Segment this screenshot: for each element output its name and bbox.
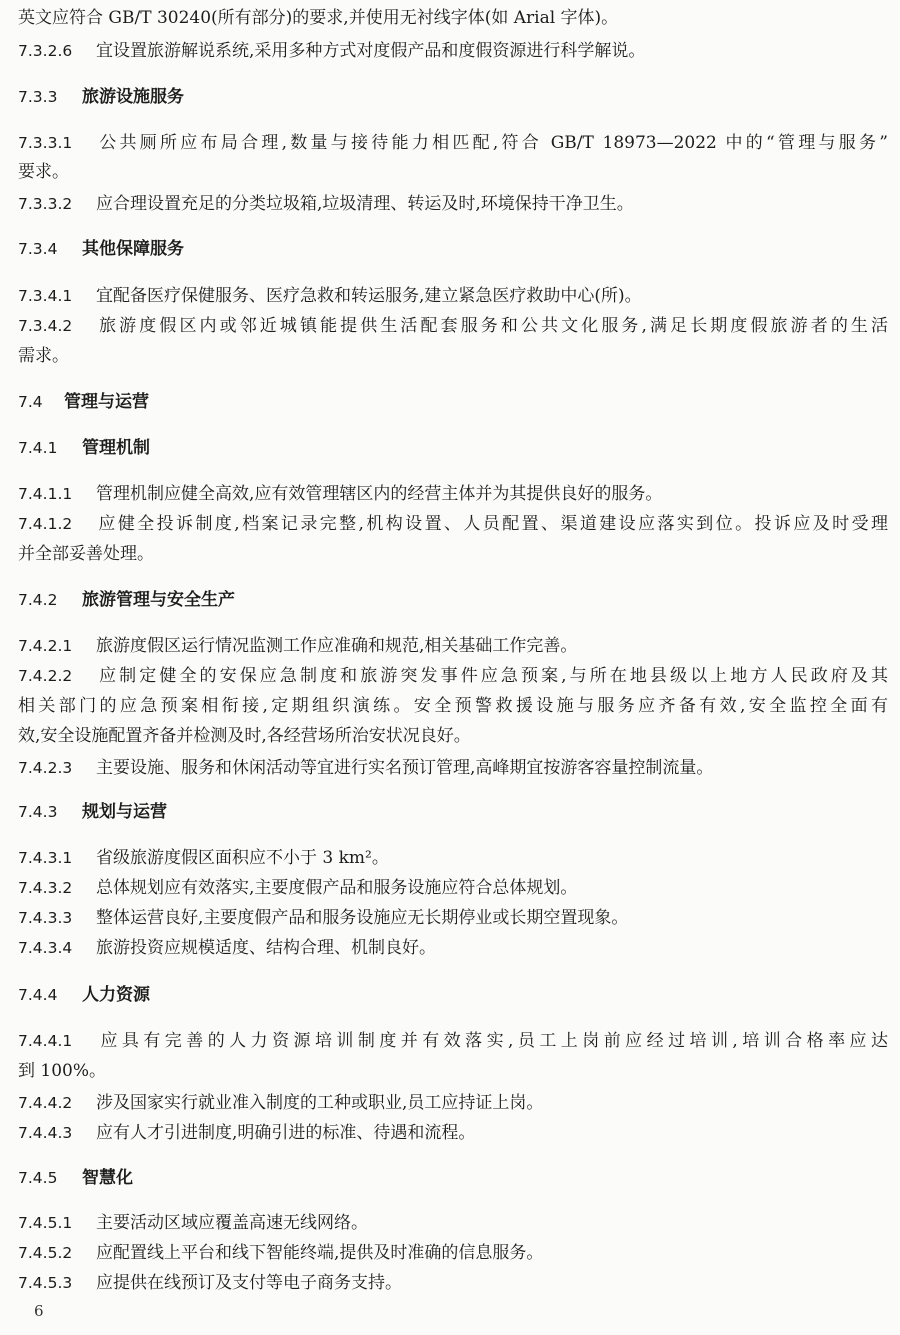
clause-7-4-2-2 [18, 665, 888, 687]
section-title: 其他保障服务 [82, 239, 184, 259]
continuation-line [18, 543, 888, 565]
clause-7-3-4-1 [18, 285, 888, 307]
clause-7-4-3-3 [18, 907, 888, 929]
clause-text: 宜设置旅游解说系统,采用多种方式对度假产品和度假资源进行科学解说。 [96, 41, 646, 61]
section-number: 7.4.1 [18, 439, 58, 457]
clause-text: 应制定健全的安保应急制度和旅游突发事件应急预案,与所在地县级以上地方人民政府及其 [96, 666, 888, 686]
heading-7-4-4 [18, 984, 888, 1006]
clause-text: 应健全投诉制度,档案记录完整,机构设置、人员配置、渠道建设应落实到位。投诉应及时受理 [96, 514, 888, 534]
clause-text: 主要活动区域应覆盖高速无线网络。 [96, 1213, 368, 1233]
clause-number: 7.4.4.1 [18, 1032, 73, 1050]
clause-number: 7.3.4.1 [18, 287, 73, 305]
section-number: 7.4.5 [18, 1169, 58, 1187]
clause-number: 7.4.2.3 [18, 759, 73, 777]
continuation-line [18, 345, 888, 367]
clause-text: 主要设施、服务和休闲活动等宜进行实名预订管理,高峰期宜按游客容量控制流量。 [96, 758, 714, 778]
clause-text: 宜配备医疗保健服务、医疗急救和转运服务,建立紧急医疗救助中心(所)。 [96, 286, 642, 306]
clause-number: 7.4.5.1 [18, 1214, 73, 1232]
clause-text: 旅游度假区运行情况监测工作应准确和规范,相关基础工作完善。 [96, 636, 578, 656]
section-title: 规划与运营 [82, 802, 167, 822]
clause-text: 应具有完善的人力资源培训制度并有效落实,员工上岗前应经过培训,培训合格率应达 [96, 1031, 888, 1051]
clause-7-4-1-1 [18, 483, 888, 505]
clause-number: 7.4.4.2 [18, 1094, 73, 1112]
continuation-line [18, 725, 888, 747]
clause-7-3-2-6 [18, 40, 888, 62]
line-text: 相关部门的应急预案相衔接,定期组织演练。安全预警救援设施与服务应齐备有效,安全监控全面有 [18, 696, 888, 716]
clause-text: 应配置线上平台和线下智能终端,提供及时准确的信息服务。 [96, 1243, 544, 1263]
continuation-line [18, 695, 888, 717]
clause-7-4-3-1 [18, 847, 888, 869]
clause-7-4-4-2 [18, 1092, 888, 1114]
clause-text: 管理机制应健全高效,应有效管理辖区内的经营主体并为其提供良好的服务。 [96, 484, 663, 504]
section-title: 旅游设施服务 [82, 87, 184, 107]
clause-number: 7.4.3.2 [18, 879, 73, 897]
clause-number: 7.4.5.2 [18, 1244, 73, 1262]
line-text: 要求。 [18, 162, 69, 182]
line-text: 并全部妥善处理。 [18, 544, 154, 564]
clause-text: 应合理设置充足的分类垃圾箱,垃圾清理、转运及时,环境保持干净卫生。 [96, 194, 634, 214]
line-text: 英文应符合 GB/T 30240(所有部分)的要求,并使用无衬线字体(如 Arial 字体)。 [18, 8, 619, 28]
section-title: 智慧化 [82, 1168, 133, 1188]
clause-number: 7.4.3.1 [18, 849, 73, 867]
clause-7-4-2-3 [18, 757, 888, 779]
clause-text: 旅游度假区内或邻近城镇能提供生活配套服务和公共文化服务,满足长期度假旅游者的生活 [96, 316, 888, 336]
heading-7-4-3 [18, 801, 888, 823]
section-title: 旅游管理与安全生产 [82, 590, 235, 610]
continuation-line [18, 1060, 888, 1082]
clause-number: 7.4.1.1 [18, 485, 73, 503]
section-number: 7.4.4 [18, 986, 58, 1004]
heading-7-4 [18, 391, 888, 413]
clause-number: 7.4.5.3 [18, 1274, 73, 1292]
section-number: 7.4 [18, 393, 43, 411]
clause-text: 公共厕所应布局合理,数量与接待能力相匹配,符合 GB/T 18973—2022 中的“管理与服务” [96, 133, 888, 153]
section-title: 管理与运营 [64, 392, 149, 412]
clause-number: 7.3.2.6 [18, 42, 73, 60]
clause-number: 7.3.3.1 [18, 134, 73, 152]
page-number: 6 [34, 1302, 44, 1320]
clause-7-4-4-3 [18, 1122, 888, 1144]
clause-number: 7.3.3.2 [18, 195, 73, 213]
section-title: 管理机制 [82, 438, 150, 458]
clause-7-3-3-2 [18, 193, 888, 215]
heading-7-3-3 [18, 86, 888, 108]
heading-7-4-1 [18, 437, 888, 459]
clause-7-4-5-3 [18, 1272, 888, 1294]
clause-number: 7.3.4.2 [18, 317, 73, 335]
clause-7-4-5-1 [18, 1212, 888, 1234]
heading-7-4-5 [18, 1167, 888, 1189]
clause-text: 总体规划应有效落实,主要度假产品和服务设施应符合总体规划。 [96, 878, 578, 898]
line-text: 效,安全设施配置齐备并检测及时,各经营场所治安状况良好。 [18, 726, 471, 746]
clause-7-3-4-2 [18, 315, 888, 337]
clause-7-4-2-1 [18, 635, 888, 657]
clause-number: 7.4.3.3 [18, 909, 73, 927]
clause-text: 整体运营良好,主要度假产品和服务设施应无长期停业或长期空置现象。 [96, 908, 629, 928]
section-number: 7.4.2 [18, 591, 58, 609]
clause-text: 省级旅游度假区面积应不小于 3 km²。 [96, 848, 389, 868]
line-text: 需求。 [18, 346, 69, 366]
clause-7-3-3-1 [18, 132, 888, 154]
clause-7-4-3-2 [18, 877, 888, 899]
section-number: 7.4.3 [18, 803, 58, 821]
clause-7-4-1-2 [18, 513, 888, 535]
line-text: 到 100%。 [18, 1061, 107, 1081]
heading-7-4-2 [18, 589, 888, 611]
clause-text: 涉及国家实行就业准入制度的工种或职业,员工应持证上岗。 [96, 1093, 544, 1113]
clause-text: 应提供在线预订及支付等电子商务支持。 [96, 1273, 402, 1293]
clause-7-4-3-4 [18, 937, 888, 959]
clause-number: 7.4.2.2 [18, 667, 73, 685]
clause-7-4-5-2 [18, 1242, 888, 1264]
section-title: 人力资源 [82, 985, 150, 1005]
heading-7-3-4 [18, 238, 888, 260]
continuation-line [18, 161, 888, 183]
clause-number: 7.4.3.4 [18, 939, 73, 957]
clause-number: 7.4.1.2 [18, 515, 73, 533]
clause-number: 7.4.4.3 [18, 1124, 73, 1142]
section-number: 7.3.3 [18, 88, 58, 106]
clause-text: 旅游投资应规模适度、结构合理、机制良好。 [96, 938, 436, 958]
text-line [18, 7, 888, 29]
section-number: 7.3.4 [18, 240, 58, 258]
clause-number: 7.4.2.1 [18, 637, 73, 655]
clause-text: 应有人才引进制度,明确引进的标准、待遇和流程。 [96, 1123, 476, 1143]
clause-7-4-4-1 [18, 1030, 888, 1052]
